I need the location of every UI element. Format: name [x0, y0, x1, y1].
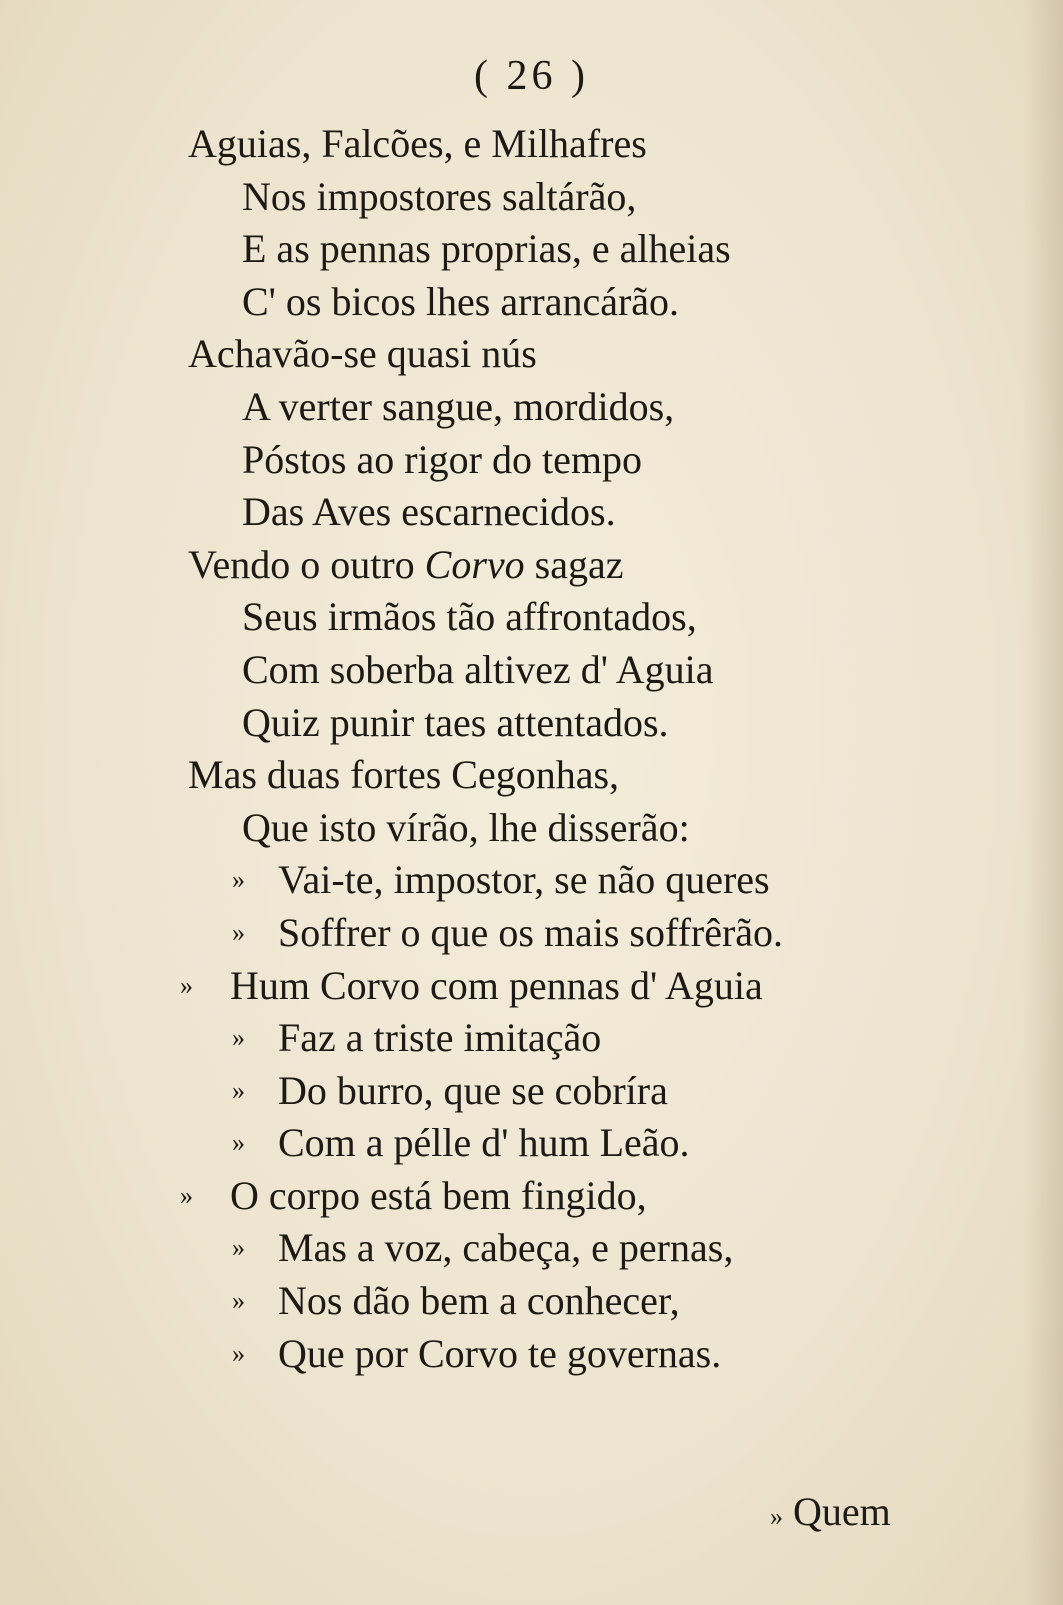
poem-line-text: Achavão-se quasi nús — [188, 331, 537, 377]
quote-mark: » — [232, 1075, 245, 1105]
catchword-text: Quem — [793, 1489, 891, 1534]
poem-line-text: Hum Corvo com pennas d' Aguia — [230, 962, 763, 1008]
poem-line-text: Com a pélle d' hum Leão. — [278, 1120, 690, 1166]
page-number: ( 26 ) — [474, 53, 589, 99]
poem-line — [0, 171, 1063, 224]
quote-mark: » — [232, 1286, 245, 1316]
poem-line — [0, 381, 1063, 434]
quote-mark: » — [232, 1128, 245, 1158]
poem-line-text: Mas duas fortes Cegonhas, — [188, 752, 620, 798]
poem-line — [0, 960, 1063, 1013]
line-text-after: sagaz — [524, 541, 624, 587]
poem-line — [0, 644, 1063, 697]
poem-line — [0, 1117, 1063, 1170]
poem-line-text: Seus irmãos tão affrontados, — [242, 594, 697, 640]
quote-mark: » — [232, 865, 245, 895]
poem-line-text: Quiz punir taes attentados. — [242, 699, 669, 745]
poem-line-text: Com soberba altivez d' Aguia — [242, 646, 714, 692]
poem-line-text: O corpo está bem fingido, — [230, 1172, 647, 1218]
poem-line-text: Faz a triste imitação — [278, 1015, 602, 1061]
poem-line-text: Vai-te, impostor, se não queres — [278, 857, 770, 903]
poem-line — [0, 907, 1063, 960]
poem-line — [0, 1170, 1063, 1223]
quote-mark: » — [232, 917, 245, 947]
poem-line — [0, 854, 1063, 907]
poem-line — [0, 1065, 1063, 1118]
poem-line-text: Póstos ao rigor do tempo — [242, 436, 642, 482]
quote-mark: » — [180, 1180, 193, 1210]
poem-line-text: Soffrer o que os mais soffrêrão. — [278, 909, 784, 955]
poem-line-text: Que isto vírão, lhe disserão: — [242, 804, 690, 850]
poem-line — [0, 1012, 1063, 1065]
poem-line-text: Nos impostores saltárão, — [242, 173, 637, 219]
poem-line-text: Que por Corvo te governas. — [278, 1330, 722, 1376]
poem-line-text — [188, 539, 623, 592]
poem-line — [0, 697, 1063, 750]
poem-line — [0, 223, 1063, 276]
poem-line — [0, 591, 1063, 644]
poem-line — [0, 802, 1063, 855]
poem-line-text: Mas a voz, cabeça, e pernas, — [278, 1225, 734, 1271]
catchword-quote-mark: » — [770, 1502, 783, 1531]
poem-line — [0, 276, 1063, 329]
poem-line — [0, 539, 1063, 592]
quote-mark: » — [232, 1338, 245, 1368]
poem-line — [0, 328, 1063, 381]
poem-line-text: Aguias, Falcões, e Milhafres — [188, 121, 647, 166]
catchword — [770, 1488, 891, 1535]
quote-mark: » — [232, 1023, 245, 1053]
poem-line — [0, 749, 1063, 802]
quote-mark: » — [180, 970, 193, 1000]
poem-line — [0, 118, 1063, 171]
poem-line — [0, 1328, 1063, 1381]
poem-line — [0, 486, 1063, 539]
poem-line-text: Nos dão bem a conhecer, — [278, 1278, 680, 1324]
italic-word: Corvo — [424, 541, 525, 587]
line-text-before: Vendo o outro — [188, 541, 425, 587]
poem-line-text: E as pennas proprias, e alheias — [242, 226, 731, 272]
quote-mark: » — [232, 1233, 245, 1263]
poem-line-text: Das Aves escarnecidos. — [242, 489, 616, 535]
poem-body — [0, 118, 1063, 1380]
poem-line-text: A verter sangue, mordidos, — [242, 383, 675, 429]
poem-line — [0, 434, 1063, 487]
poem-line — [0, 1222, 1063, 1275]
poem-line-text: Do burro, que se cobríra — [278, 1067, 668, 1113]
poem-line — [0, 1275, 1063, 1328]
poem-line-text: C' os bicos lhes arrancárão. — [242, 278, 680, 324]
